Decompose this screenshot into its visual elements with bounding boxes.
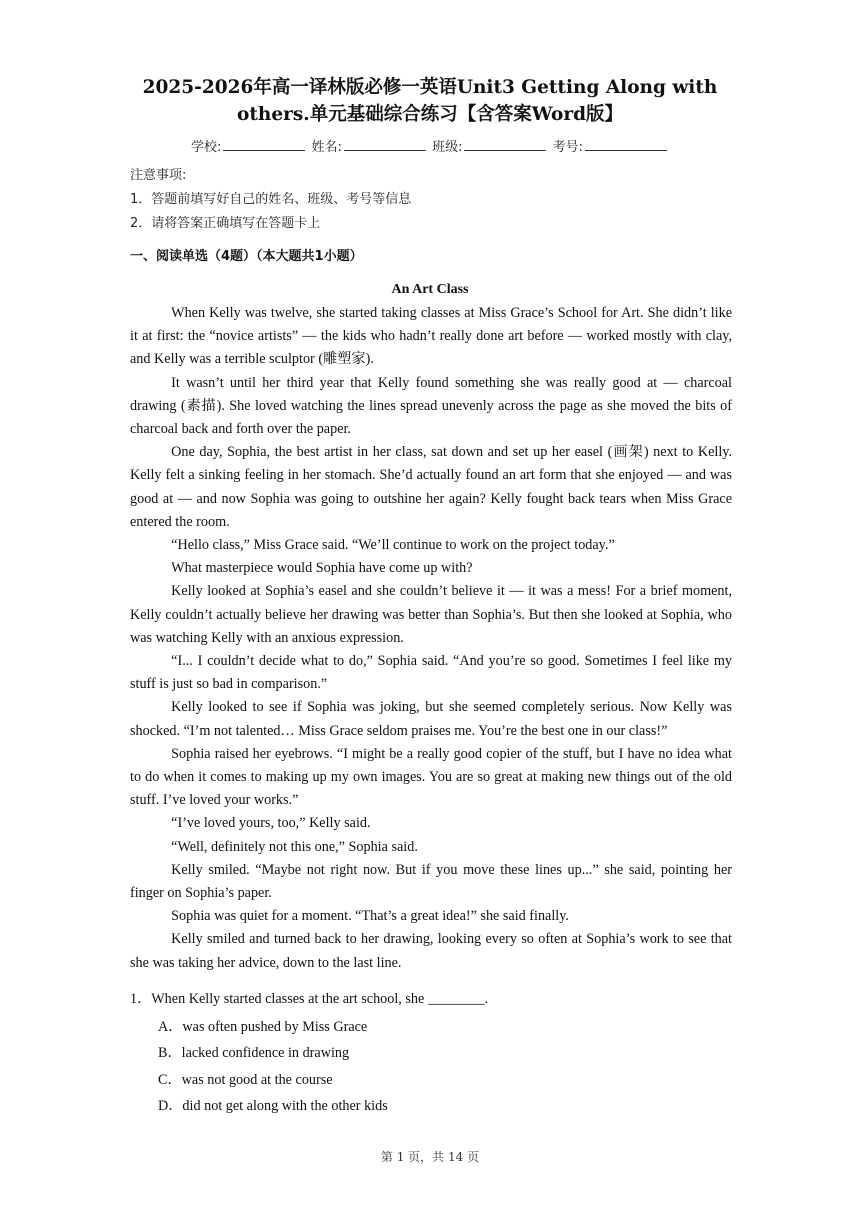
passage-paragraph: Kelly looked at Sophia’s easel and she couldn’t believe it — it was a mess! For a brief moment, Kelly couldn’t actually believe her drawing was better than Sophia’s. But then she looked at Sophia, who was watching Kelly with an anxious expression. <box>130 583 732 646</box>
page-footer: 第 1 页，共 14 页 <box>380 1150 480 1164</box>
exam-number-label: 考号: <box>552 140 583 155</box>
option-d: D．did not get along with the other kids <box>158 1097 388 1114</box>
class-label: 班级: <box>432 140 463 155</box>
student-info-line <box>0 136 860 155</box>
name-label: 姓名: <box>311 140 342 155</box>
school-blank <box>223 138 305 151</box>
passage-paragraph: It wasn’t until her third year that Kelly found something she was really good at — charcoal drawing (素描). She loved watching the lines spread unevenly across the page as she moved the bits of charcoal back and forth over the paper. <box>130 374 732 438</box>
school-label: 学校: <box>191 140 222 155</box>
document-title <box>100 74 760 128</box>
passage-paragraph: “I’ve loved yours, too,” Kelly said. <box>171 815 371 832</box>
passage-paragraph: “Hello class,” Miss Grace said. “We’ll continue to work on the project today.” <box>171 537 615 554</box>
passage-paragraph: When Kelly was twelve, she started taking classes at Miss Grace’s School for Art. She didn’t like it at first: the “novice artists” — the kids who hadn’t really done art before — worked mostly with clay, and Kelly was a terrible sculptor (雕塑家). <box>130 305 732 368</box>
note-item: 1．答题前填写好自己的姓名、班级、考号等信息 <box>130 192 412 207</box>
passage-paragraph: One day, Sophia, the best artist in her class, sat down and set up her easel (画架) next to Kelly. Kelly felt a sinking feeling in her stomach. She’d actually found an art form that she enjoyed — and was good at — and now Sophia was going to outshine her again? Kelly fought back tears when Miss Grace entered the room. <box>130 444 732 530</box>
option-a: A．was often pushed by Miss Grace <box>158 1019 368 1035</box>
option-b: B．lacked confidence in drawing <box>158 1045 350 1062</box>
passage-paragraph: “I... I couldn’t decide what to do,” Sophia said. “And you’re so good. Sometimes I feel like my stuff is just so bad in comparison.” <box>130 653 732 693</box>
option-c: C．was not good at the course <box>158 1071 333 1088</box>
answer-options <box>158 1014 388 1119</box>
exam-number-blank <box>585 138 667 151</box>
note-item: 2．请将答案正确填写在答题卡上 <box>130 216 321 231</box>
section-title: 一、阅读单选（4题）（本大题共1小题） <box>130 249 363 264</box>
question-stem: 1．When Kelly started classes at the art school, she ________. <box>130 991 489 1007</box>
title-line-2: others.单元基础综合练习【含答案Word版】 <box>237 104 623 125</box>
passage-paragraph: Kelly looked to see if Sophia was joking, but she seemed completely serious. Now Kelly was shocked. “I’m not talented… Miss Grace seldom praises me. You’re the best one in our class!” <box>130 699 732 739</box>
passage-paragraph: Sophia raised her eyebrows. “I might be a really good copier of the stuff, but I have no idea what to do when it comes to making up my own images. You are so great at making new things out of the old stuff. I’ve loved your works.” <box>130 745 732 809</box>
name-blank <box>344 138 426 151</box>
title-line-1: 2025-2026年高一译林版必修一英语Unit3 Getting Along with <box>142 77 718 98</box>
notes-heading: 注意事项: <box>130 168 187 183</box>
class-blank <box>464 138 546 151</box>
passage-body <box>130 302 732 975</box>
passage-paragraph: Kelly smiled. “Maybe not right now. But if you move these lines up...” she said, pointing her finger on Sophia’s paper. <box>130 861 732 902</box>
passage-paragraph: Kelly smiled and turned back to her drawing, looking every so often at Sophia’s work to see that she was taking her advice, down to the last line. <box>130 931 732 971</box>
passage-paragraph: Sophia was quiet for a moment. “That’s a great idea!” she said finally. <box>171 908 569 925</box>
notes-block <box>130 164 411 236</box>
passage-paragraph: “Well, definitely not this one,” Sophia said. <box>171 838 418 855</box>
passage-title: An Art Class <box>391 282 469 297</box>
passage-paragraph: What masterpiece would Sophia have come up with? <box>171 560 473 577</box>
